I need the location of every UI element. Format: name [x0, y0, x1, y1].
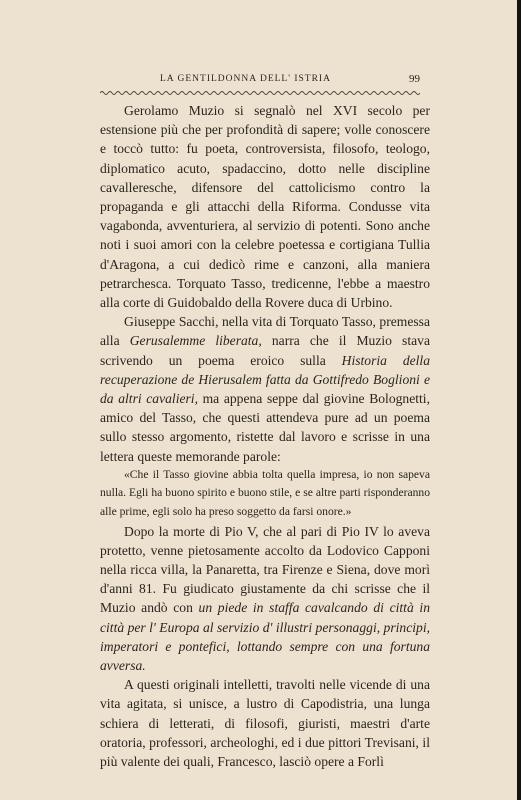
- decorative-wavy-rule: [100, 90, 420, 96]
- text-run: ma appena seppe dal giovine Bolognetti, amico del Tasso, che questi attendeva pure ad un poema sullo stesso argomento, ristette dal lavoro e scrisse in una lettera queste memorande parole:: [100, 391, 430, 464]
- text-run: Dopo la morte di Pio V, che al pari di Pio IV lo aveva protetto, venne pietosamente accolto da Lodovico Capponi nella ricca villa, la Panaretta, tra Firenze e Siena, dove morì d'anni 81. Fu giudicato giustamente da chi scrisse che il Muzio andò con: [100, 523, 430, 616]
- paragraph-death: [100, 522, 430, 676]
- italic-quotation: un piede in staffa cavalcando di città in città per l' Europa al servizio d' illustri personaggi, principi, imperatori e pontefici, lottando sempre con una fortuna avversa.: [100, 600, 430, 674]
- page-number: 99: [409, 73, 420, 85]
- italic-title: Historia della recuperazione de Hierusalem fatta da Gottifredo Boglioni e da altri cavalieri,: [100, 352, 431, 407]
- paragraph-sacchi: [100, 312, 430, 466]
- running-title: LA GENTILDONNA DELL' ISTRIA: [160, 74, 331, 84]
- main-text: [100, 101, 430, 771]
- text-run: Giuseppe Sacchi, nella vita di Torquato Tasso, premessa alla: [100, 314, 430, 349]
- running-header: [100, 74, 420, 88]
- italic-title: Gerusalemme liberata,: [129, 333, 262, 349]
- block-quote: «Che il Tasso giovine abbia tolta quella impresa, io non sapeva nulla. Egli ha buono spirito e buono stile, e se altre parti risponderanno alle prime, egli solo ha preso soggetto da farsi onore.»: [100, 467, 430, 519]
- paragraph-muzio: Gerolamo Muzio si segnalò nel XVI secolo per estensione più che per profondità di sapere; volle conoscere e toccò tutto: fu poeta, controversista, filosofo, teologo, diplomatico acuto, spadaccino, dotto nelle discipline cavalleresche, difensore del cattolicismo contro la propaganda e gli attacchi della Riforma. Condusse vita vagabonda, avventuriera, al servizio di potenti. Sono anche noti i suoi amori con la celebre poetessa e cortigiana Tullia d'Aragona, a cui dedicò rime e canzoni, alla maniera petrarchesca. Torquato Tasso, tredicenne, l'ebbe a maestro alla corte di Guidobaldo della Rovere duca di Urbino.: [100, 103, 430, 311]
- text-run: narra che il Muzio stava scrivendo un poema eroico sulla: [100, 333, 430, 368]
- book-spine-shadow: [517, 0, 521, 800]
- paragraph-capodistria: A questi originali intelletti, travolti nelle vicende di una vita agitata, si unisce, a lustro di Capodistria, una lunga schiera di letterati, di filosofi, giuristi, maestri d'arte oratoria, professori, archeologhi, ed i due pittori Trevisani, il più valente dei quali, Francesco, lasciò opere a Forlì: [100, 677, 430, 770]
